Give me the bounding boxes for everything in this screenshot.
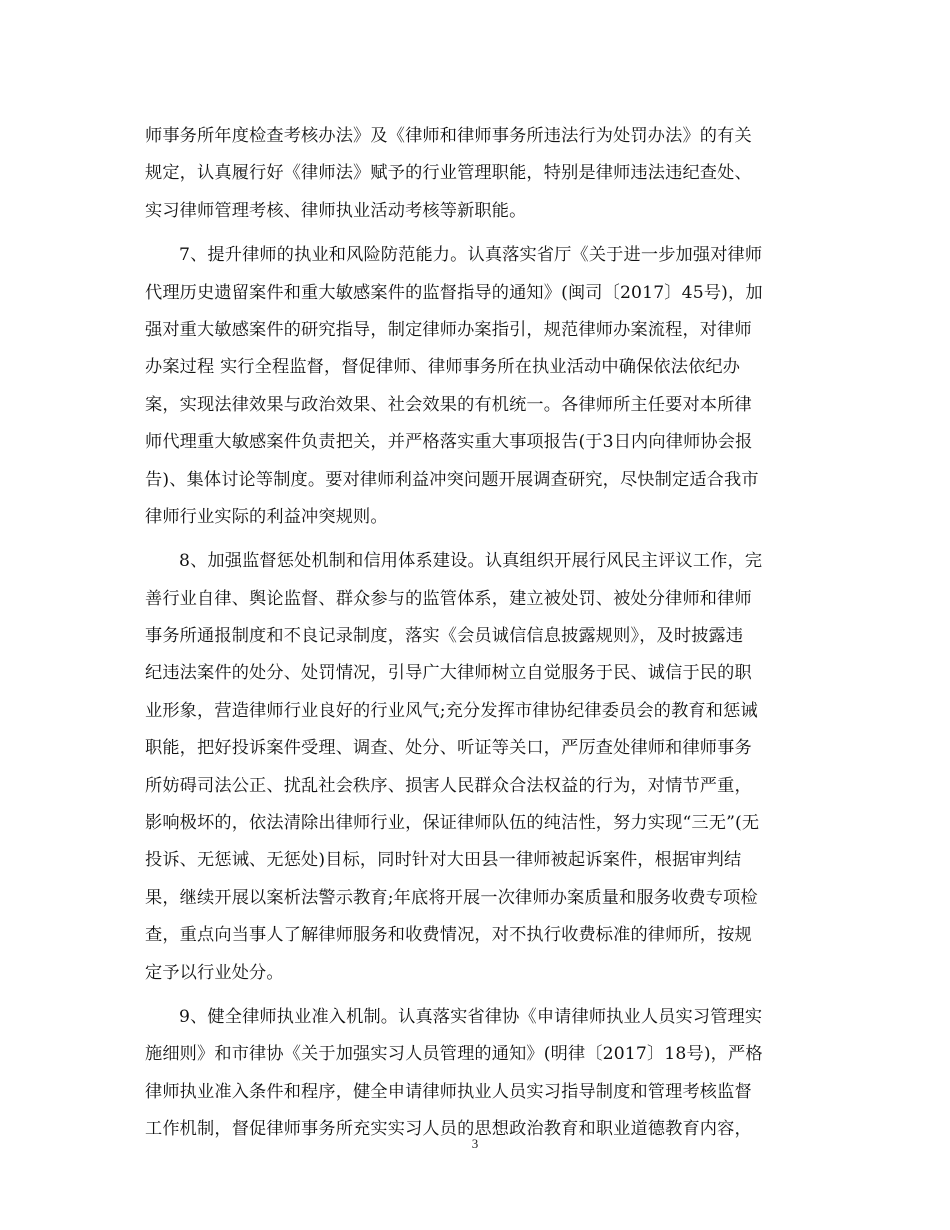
text-line: 投诉、无惩诫、无惩处)目标，同时针对大田县一律师被起诉案件，根据审判结	[145, 850, 742, 871]
paragraph-continued	[145, 118, 807, 230]
text-line: 律师执业准入条件和程序，健全申请律师执业人员实习指导制度和管理考核监督	[145, 1081, 752, 1102]
text-line: 规定，认真履行好《律师法》赋予的行业管理职能，特别是律师违法违纪查处、	[145, 163, 752, 184]
text-line: 案，实现法律效果与政治效果、社会效果的有机统一。各律师所主任要对本所律	[145, 394, 752, 415]
body-text	[145, 118, 807, 1149]
text-line: 善行业自律、舆论监督、群众参与的监管体系，建立被处罚、被处分律师和律师	[145, 588, 752, 609]
text-line: 9、健全律师执业准入机制。认真落实省律协《申请律师执业人员实习管理实	[179, 1006, 763, 1027]
paragraph-item-7	[145, 237, 807, 536]
text-line: 师代理重大敏感案件负责把关，并严格落实重大事项报告(于3日内向律师协会报	[145, 432, 753, 453]
text-line: 8、加强监督惩处机制和信用体系建设。认真组织开展行风民主评议工作，完	[179, 551, 763, 572]
text-line: 办案过程 实行全程监督，督促律师、律师事务所在执业活动中确保依法依纪办	[145, 357, 741, 378]
text-line: 告)、集体讨论等制度。要对律师利益冲突问题开展调查研究，尽快制定适合我市	[145, 469, 759, 490]
text-line: 事务所通报制度和不良记录制度，落实《会员诚信信息披露规则》，及时披露违	[145, 626, 744, 647]
text-line: 职能，把好投诉案件受理、调查、处分、听证等关口，严厉查处律师和律师事务	[145, 738, 752, 759]
text-line: 律师行业实际的利益冲突规则。	[145, 506, 388, 527]
paragraph-spacer	[145, 230, 807, 237]
text-line: 果，继续开展以案析法警示教育;年底将开展一次律师办案质量和服务收费专项检	[145, 887, 758, 908]
text-line: 定予以行业处分。	[145, 962, 284, 983]
text-line: 强对重大敏感案件的研究指导，制定律师办案指引，规范律师办案流程，对律师	[145, 319, 752, 340]
paragraph-spacer	[145, 536, 807, 543]
text-line: 所妨碍司法公正、扰乱社会秩序、损害人民群众合法权益的行为，对情节严重，	[145, 775, 752, 796]
text-line: 施细则》和市律协《关于加强实习人员管理的通知》(明律〔2017〕18号)，严格	[145, 1044, 763, 1065]
text-line: 影响极坏的，依法清除出律师行业，保证律师队伍的纯洁性，努力实现“三无”(无	[145, 813, 760, 834]
text-line: 师事务所年度检查考核办法》及《律师和律师事务所违法行为处罚办法》的有关	[145, 126, 752, 146]
paragraph-item-9	[145, 999, 807, 1149]
text-line: 7、提升律师的执业和风险防范能力。认真落实省厅《关于进一步加强对律师	[179, 245, 763, 266]
text-line: 代理历史遗留案件和重大敏感案件的监督指导的通知》(闽司〔2017〕45号)，加	[145, 282, 763, 303]
text-line: 实习律师管理考核、律师执业活动考核等新职能。	[145, 200, 527, 221]
paragraph-item-8	[145, 543, 807, 992]
text-line: 业形象，营造律师行业良好的行业风气;充分发挥市律协纪律委员会的教育和惩诫	[145, 700, 758, 721]
text-line: 工作机制，督促律师事务所充实实习人员的思想政治教育和职业道德教育内容，	[145, 1119, 752, 1140]
paragraph-spacer	[145, 992, 807, 999]
text-line: 纪违法案件的处分、处罚情况，引导广大律师树立自觉服务于民、诚信于民的职	[145, 663, 752, 684]
text-line: 查，重点向当事人了解律师服务和收费情况，对不执行收费标准的律师所，按规	[145, 925, 752, 946]
page-number: 3	[471, 1136, 479, 1151]
